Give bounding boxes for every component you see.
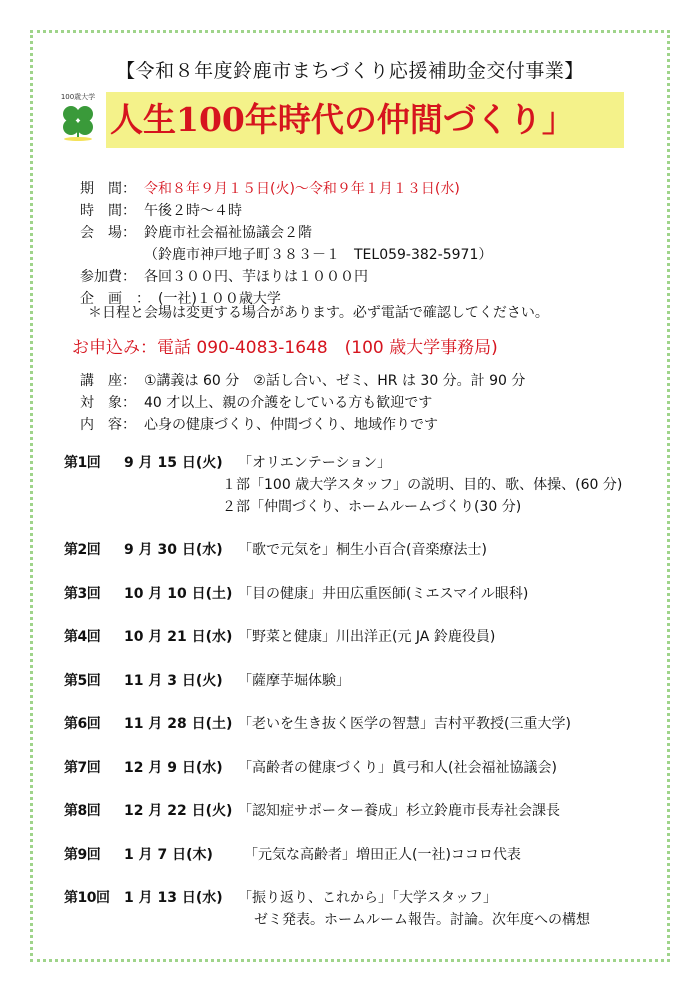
header-text: 【令和８年度鈴鹿市まちづくり応援補助金交付事業】 [116,60,584,82]
session-number: 第8回 [64,803,101,819]
session-date: 10 月 21 日(水) [124,629,233,645]
apply-phone: お申込み：電話 090-4083-1648 (100 歳大学事務局) [72,338,498,358]
session-date: 1 月 13 日(水) [124,890,223,906]
session-topic: 「元気な高齢者」増田正人(一社)ココロ代表 [244,847,521,863]
session-subtopic: ゼミ発表。ホームルーム報告。討論。次年度への構想 [254,912,590,928]
session-number: 第9回 [64,847,101,863]
info-section [80,178,660,310]
session-number: 第3回 [64,586,101,602]
info-period [80,178,660,200]
info-address [80,244,660,266]
session-number: 第1回 [64,455,101,471]
change-note: ＊日程と会場は変更する場合があります。必ず電話で確認してください。 [88,305,549,321]
session-date: 11 月 28 日(土) [124,716,233,732]
session-date: 12 月 9 日(水) [124,760,223,776]
logo-text: 100歳大学 [60,93,96,101]
session-number: 第10回 [64,890,110,906]
session-subtopic: １部「100 歳大学スタッフ」の説明、目的、歌、体操、(60 分) [222,477,623,493]
info-value: 鈴鹿市社会福祉協議会２階 [144,225,312,241]
info-value: （鈴鹿市神戸地子町３８３－１ TEL059-382-5971） [144,247,493,263]
info-value: 午後２時～４時 [144,203,242,219]
detail-course [80,370,660,392]
info-value: 令和８年９月１５日(火)～令和９年１月１３日(水) [144,181,460,197]
session-topic: 「振り返り、これから」「大学スタッフ」 [238,890,497,906]
session-date: 11 月 3 日(火) [124,673,223,689]
info-label: 企 画 ： [80,291,150,307]
info-venue [80,222,660,244]
info-label: 期 間： [80,181,136,197]
session-topic: 「目の健康」井田広重医師(ミエスマイル眼科) [238,586,529,602]
session-date: 9 月 30 日(水) [124,542,223,558]
session-date: 1 月 7 日(木) [124,847,213,863]
detail-target [80,392,660,414]
main-title: 人生100年時代の仲間づくり」 [106,92,624,148]
session-number: 第7回 [64,760,101,776]
session-topic: 「高齢者の健康づくり」眞弓和人(社会福祉協議会) [238,760,557,776]
session-number: 第5回 [64,673,101,689]
session-topic: 「薩摩芋堀体験」 [238,673,350,689]
session-date: 9 月 15 日(火) [124,455,223,471]
detail-content [80,414,660,436]
session-date: 10 月 10 日(土) [124,586,233,602]
detail-value: ①講義は 60 分 ②話し合い、ゼミ、HR は 30 分。計 90 分 [144,373,526,389]
detail-label: 対 象： [80,395,136,411]
session-number: 第6回 [64,716,101,732]
session-topic: 「オリエンテーション」 [238,455,392,471]
clover-logo-icon [52,92,104,142]
detail-value: 心身の健康づくり、仲間づくり、地域作りです [144,417,438,433]
detail-value: 40 才以上、親の介護をしている方も歓迎です [144,395,433,411]
session-number: 第4回 [64,629,101,645]
info-label: 時 間： [80,203,136,219]
info-label: 参加費： [80,269,136,285]
session-date: 12 月 22 日(火) [124,803,233,819]
session-subtopic: ２部「仲間づくり、ホームルームづくり(30 分) [222,499,522,515]
session-number: 第2回 [64,542,101,558]
session-topic: 「認知症サポーター養成」杉立鈴鹿市長寿社会課長 [238,803,560,819]
info-label: 会 場： [80,225,136,241]
session-topic: 「歌で元気を」桐生小百合(音楽療法士) [238,542,487,558]
info-value: (一社)１００歳大学 [158,291,281,307]
info-value: 各回３００円、芋ほりは１０００円 [144,269,368,285]
session-topic: 「老いを生き抜く医学の智慧」吉村平教授(三重大学) [238,716,571,732]
info-time [80,200,660,222]
detail-label: 内 容： [80,417,136,433]
details-section [80,370,660,436]
detail-label: 講 座： [80,373,136,389]
session-topic: 「野菜と健康」川出洋正(元 JA 鈴鹿役員) [238,629,496,645]
info-fee [80,266,660,288]
